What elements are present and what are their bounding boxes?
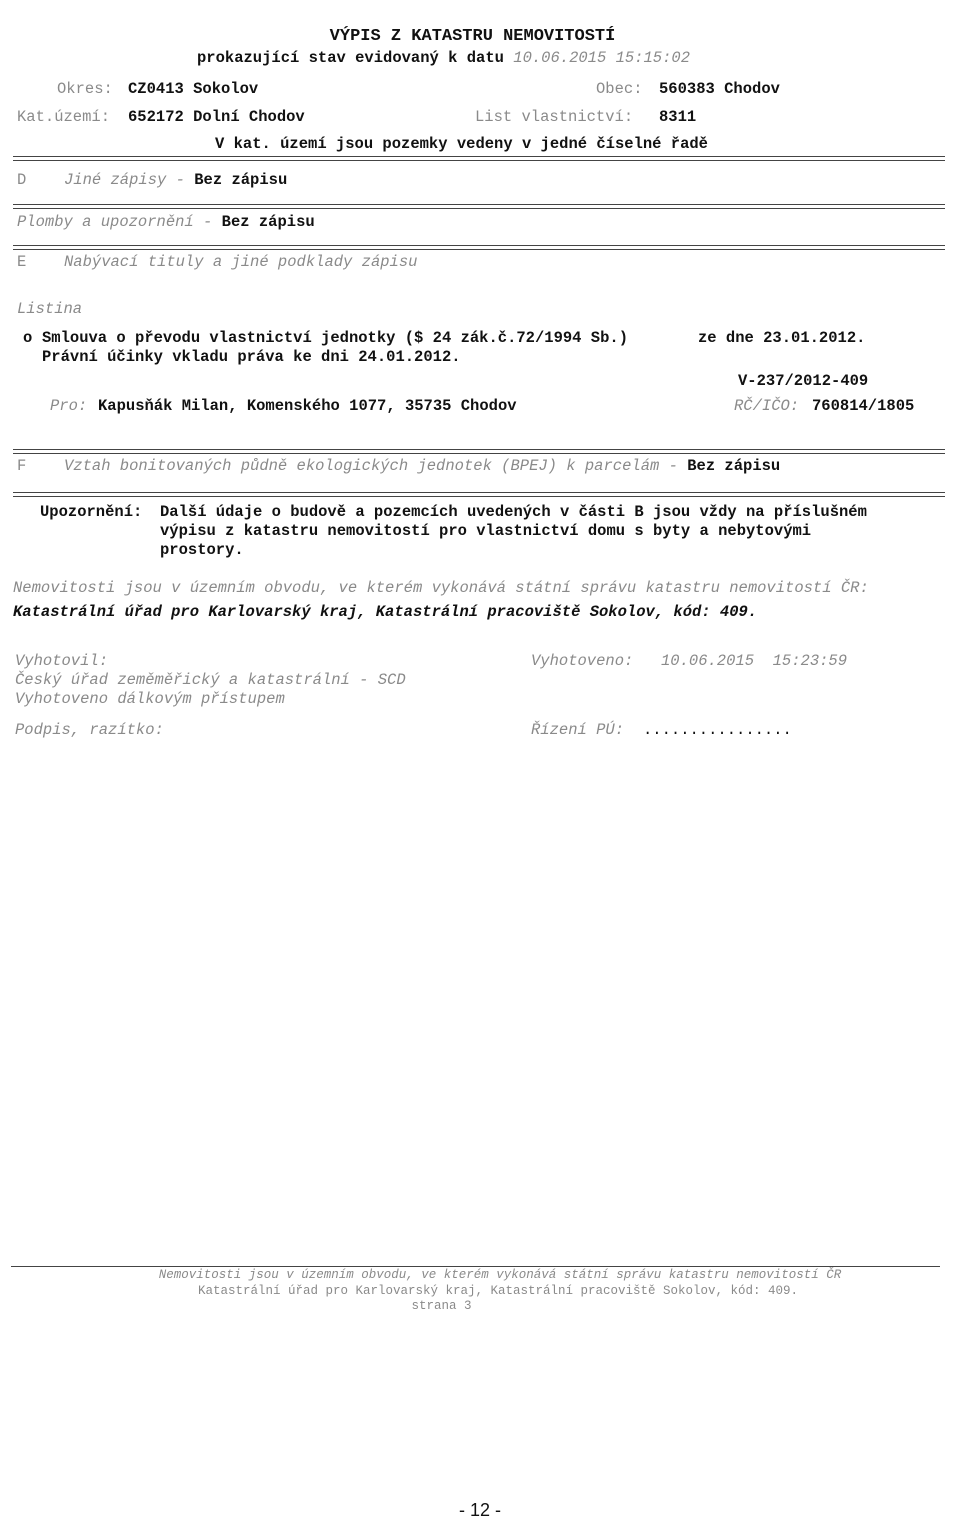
section-d-label: Jiné zápisy - — [64, 171, 185, 189]
okres-value: CZ0413 Sokolov — [128, 80, 259, 98]
section-f-value: Bez zápisu — [687, 457, 781, 475]
section-e-label: Nabývací tituly a jiné podklady zápisu — [64, 253, 418, 271]
listina-date: ze dne 23.01.2012. — [698, 329, 866, 347]
pro-value: Kapusňák Milan, Komenského 1077, 35735 Chodov — [98, 397, 517, 415]
plomby-value: Bez zápisu — [221, 213, 315, 231]
section-f-label: Vztah bonitovaných půdně ekologických jednotek (BPEJ) k parcelám - — [64, 457, 678, 475]
obec-label: Obec: — [596, 80, 643, 98]
warning-line1: Další údaje o budově a pozemcích uvedených v části B jsou vždy na příslušném — [160, 503, 867, 521]
plomby-heading — [17, 213, 315, 232]
vyhotovil-line1: Český úřad zeměměřický a katastrální - SCD — [15, 671, 406, 689]
office-line1: Nemovitosti jsou v územním obvodu, ve kterém vykonává státní správu katastru nemovitostí ČR: — [13, 579, 869, 597]
vyhotovil-label: Vyhotovil: — [15, 652, 109, 670]
listina-line2: Právní účinky vkladu práva ke dni 24.01.2012. — [42, 348, 461, 366]
list-vlastnictvi-label: List vlastnictví: — [475, 108, 634, 126]
listina-reference: V-237/2012-409 — [738, 372, 869, 390]
pro-label: Pro: — [50, 397, 88, 415]
podpis-label: Podpis, razítko: — [15, 721, 164, 739]
okres-label: Okres: — [57, 80, 113, 98]
document-subtitle — [197, 49, 690, 68]
document-title: VÝPIS Z KATASTRU NEMOVITOSTÍ — [329, 27, 616, 46]
divider — [13, 156, 945, 161]
rizeni-value: ................ — [643, 721, 792, 739]
divider — [13, 449, 945, 454]
section-f-letter: F — [17, 457, 27, 475]
warning-line3: prostory. — [160, 541, 244, 559]
divider — [13, 204, 945, 209]
katuzemi-value: 652172 Dolní Chodov — [128, 108, 305, 126]
obec-value: 560383 Chodov — [659, 80, 780, 98]
section-d-letter: D — [17, 171, 27, 189]
page-number: - 12 - — [458, 1500, 501, 1520]
divider — [13, 492, 945, 497]
rc-value: 760814/1805 — [812, 397, 915, 415]
section-e-letter: E — [17, 253, 27, 271]
footer-line2: Katastrální úřad pro Karlovarský kraj, Katastrální pracoviště Sokolov, kód: 409. — [197, 1284, 799, 1298]
list-vlastnictvi-value: 8311 — [659, 108, 697, 126]
office-line2: Katastrální úřad pro Karlovarský kraj, Katastrální pracoviště Sokolov, kód: 409. — [13, 603, 758, 621]
divider — [13, 245, 945, 250]
vyhotoveno-value: 10.06.2015 15:23:59 — [661, 652, 848, 670]
footer-line1: Nemovitosti jsou v územním obvodu, ve kterém vykonává státní správu katastru nemovitostí ČR — [158, 1268, 842, 1282]
warning-line2: výpisu z katastru nemovitostí pro vlastnictví domu s byty a nebytovými — [160, 522, 812, 540]
katuzemi-label: Kat.území: — [17, 108, 111, 126]
subtitle-prefix: prokazující stav evidovaný k datu — [197, 49, 504, 67]
subtitle-date: 10.06.2015 15:15:02 — [513, 49, 690, 67]
section-f-heading — [64, 457, 780, 476]
rizeni-label: Řízení PÚ: — [531, 721, 625, 739]
listina-line1: Smlouva o převodu vlastnictví jednotky ($ 24 zák.č.72/1994 Sb.) — [42, 329, 628, 347]
section-d-heading — [64, 171, 287, 190]
listina-bullet: o — [23, 329, 33, 347]
plomby-label: Plomby a upozornění - — [17, 213, 213, 231]
warning-label: Upozornění: — [40, 503, 143, 521]
vyhotoveno-label: Vyhotoveno: — [531, 652, 634, 670]
footer-page-label: strana 3 — [411, 1299, 472, 1313]
listina-label: Listina — [17, 300, 83, 318]
header-note: V kat. území jsou pozemky vedeny v jedné číselné řadě — [215, 135, 708, 153]
rc-label: RČ/IČO: — [734, 397, 800, 415]
vyhotovil-line2: Vyhotoveno dálkovým přístupem — [15, 690, 285, 708]
section-d-value: Bez zápisu — [194, 171, 288, 189]
